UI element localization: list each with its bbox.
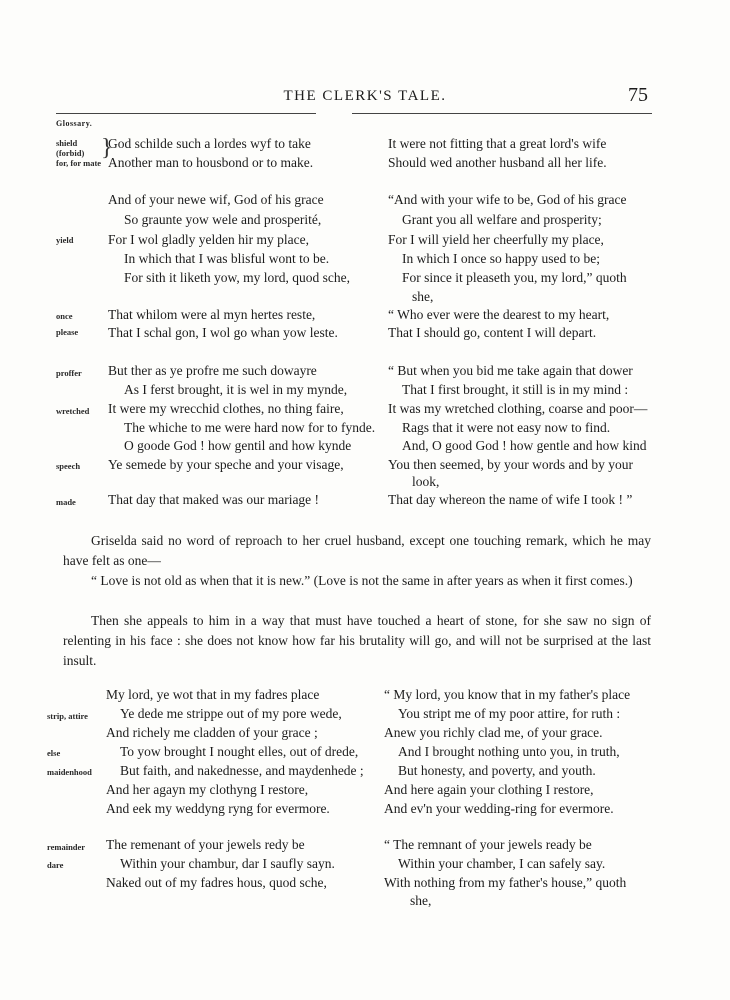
- original-line: And her agayn my clothyng I restore,: [106, 782, 309, 797]
- original-line: That I schal gon, I wol go whan yow leste.: [108, 325, 338, 340]
- original-line: So graunte yow wele and prosperité,: [124, 212, 322, 227]
- modern-line: It were not fitting that a great lord's wife: [388, 136, 607, 151]
- header-rule-right: [352, 113, 652, 114]
- modern-line: It was my wretched clothing, coarse and poor—: [388, 401, 648, 416]
- modern-line: You stript me of my poor attire, for ruth :: [398, 706, 621, 721]
- modern-line: Anew you richly clad me, of your grace.: [384, 725, 603, 740]
- gloss-strip-attire: strip, attire: [47, 711, 88, 721]
- prose-paragraph: [63, 531, 651, 571]
- gloss-dare: dare: [47, 860, 64, 870]
- page-number: 75: [628, 84, 648, 106]
- original-line: And of your newe wif, God of his grace: [108, 192, 324, 207]
- original-line: Within your chambur, dar I saufly sayn.: [120, 856, 335, 871]
- original-line: Ye dede me strippe out of my pore wede,: [120, 706, 342, 721]
- prose-text: Then she appeals to him in a way that must have touched a heart of stone, for she saw no sign of relenting in his face : she does not know how far his brutality will go, and will not be surprised at the last insult.: [63, 613, 651, 668]
- original-line: Naked out of my fadres hous, quod sche,: [106, 875, 327, 890]
- original-line: The remenant of your jewels redy be: [106, 837, 305, 852]
- gloss-made: made: [56, 497, 76, 507]
- modern-line: With nothing from my father's house,” quoth: [384, 875, 627, 890]
- modern-line: That I first brought, it still is in my mind :: [402, 382, 629, 397]
- gloss-proffer: proffer: [56, 368, 82, 378]
- original-line: The whiche to me were hard now for to fynde.: [124, 420, 376, 435]
- gloss-speech: speech: [56, 461, 81, 471]
- gloss-please: please: [56, 327, 79, 337]
- modern-line: And ev'n your wedding-ring for evermore.: [384, 801, 614, 816]
- prose-paragraph: [63, 571, 651, 591]
- modern-line: For I will yield her cheerfully my place,: [388, 232, 604, 247]
- original-line: To yow brought I nought elles, out of drede,: [120, 744, 359, 759]
- prose-paragraph: [63, 611, 651, 671]
- modern-line: Rags that it were not easy now to find.: [402, 420, 611, 435]
- gloss-else: else: [47, 748, 61, 758]
- modern-line: “ But when you bid me take again that dower: [388, 363, 633, 378]
- original-line: As I ferst brought, it is wel in my mynde,: [124, 382, 348, 397]
- prose-text: “ Love is not old as when that it is new.” (Love is not the same in after years as when it first comes.): [91, 573, 633, 588]
- gloss-for-mate: for, for mate: [56, 158, 102, 168]
- original-line: But ther as ye profre me such dowayre: [108, 363, 317, 378]
- modern-line: And I brought nothing unto you, in truth,: [398, 744, 620, 759]
- modern-line: That I should go, content I will depart.: [388, 325, 597, 340]
- original-line: Ye semede by your speche and your visage,: [108, 457, 344, 472]
- original-line: God schilde such a lordes wyf to take: [108, 136, 311, 151]
- modern-line: “ The remnant of your jewels ready be: [384, 837, 592, 852]
- modern-line-continuation: look,: [412, 474, 440, 489]
- modern-line: That day whereon the name of wife I took ! ”: [388, 492, 633, 507]
- prose-text: Griselda said no word of reproach to her cruel husband, except one touching remark, which he may have felt as one—: [63, 533, 651, 568]
- modern-line: Should wed another husband all her life.: [388, 155, 607, 170]
- original-line: My lord, ye wot that in my fadres place: [106, 687, 320, 702]
- original-line: Another man to housbond or to make.: [108, 155, 314, 170]
- modern-line: And, O good God ! how gentle and how kind: [402, 438, 647, 453]
- modern-line: But honesty, and poverty, and youth.: [398, 763, 596, 778]
- original-line: That day that maked was our mariage !: [108, 492, 320, 507]
- gloss-once: once: [56, 311, 73, 321]
- page-title: THE CLERK'S TALE.: [283, 88, 447, 104]
- gloss-shield: shield (forbid): [56, 138, 85, 158]
- original-line: And richely me cladden of your grace ;: [106, 725, 318, 740]
- modern-line: “And with your wife to be, God of his grace: [388, 192, 627, 207]
- modern-line: And here again your clothing I restore,: [384, 782, 594, 797]
- original-line: It were my wrecchid clothes, no thing faire,: [108, 401, 344, 416]
- gloss-remainder: remainder: [47, 842, 86, 852]
- modern-line-continuation: she,: [412, 289, 434, 304]
- original-line: For sith it liketh yow, my lord, quod sche,: [124, 270, 350, 285]
- glossary-label: Glossary.: [56, 119, 93, 128]
- modern-line: Grant you all welfare and prosperity;: [402, 212, 602, 227]
- modern-line: For since it pleaseth you, my lord,” quoth: [402, 270, 627, 285]
- original-line: O goode God ! how gentil and how kynde: [124, 438, 352, 453]
- modern-line: “ My lord, you know that in my father's place: [384, 687, 631, 702]
- original-line: And eek my weddyng ryng for evermore.: [106, 801, 330, 816]
- original-line: But faith, and nakednesse, and maydenhede ;: [120, 763, 364, 778]
- gloss-yield: yield: [56, 235, 74, 245]
- original-line: For I wol gladly yelden hir my place,: [108, 232, 309, 247]
- gloss-maidenhood: maidenhood: [47, 767, 92, 777]
- modern-line: Within your chamber, I can safely say.: [398, 856, 606, 871]
- original-line: In which that I was blisful wont to be.: [124, 251, 330, 266]
- modern-line: “ Who ever were the dearest to my heart,: [388, 307, 610, 322]
- modern-line: In which I once so happy used to be;: [402, 251, 600, 266]
- modern-line: You then seemed, by your words and by your: [388, 457, 633, 472]
- header-rule-left: [56, 113, 316, 114]
- modern-line-continuation: she,: [410, 893, 432, 908]
- gloss-wretched: wretched: [56, 406, 90, 416]
- brace-glyph: }: [101, 135, 113, 161]
- original-line: That whilom were al myn hertes reste,: [108, 307, 316, 322]
